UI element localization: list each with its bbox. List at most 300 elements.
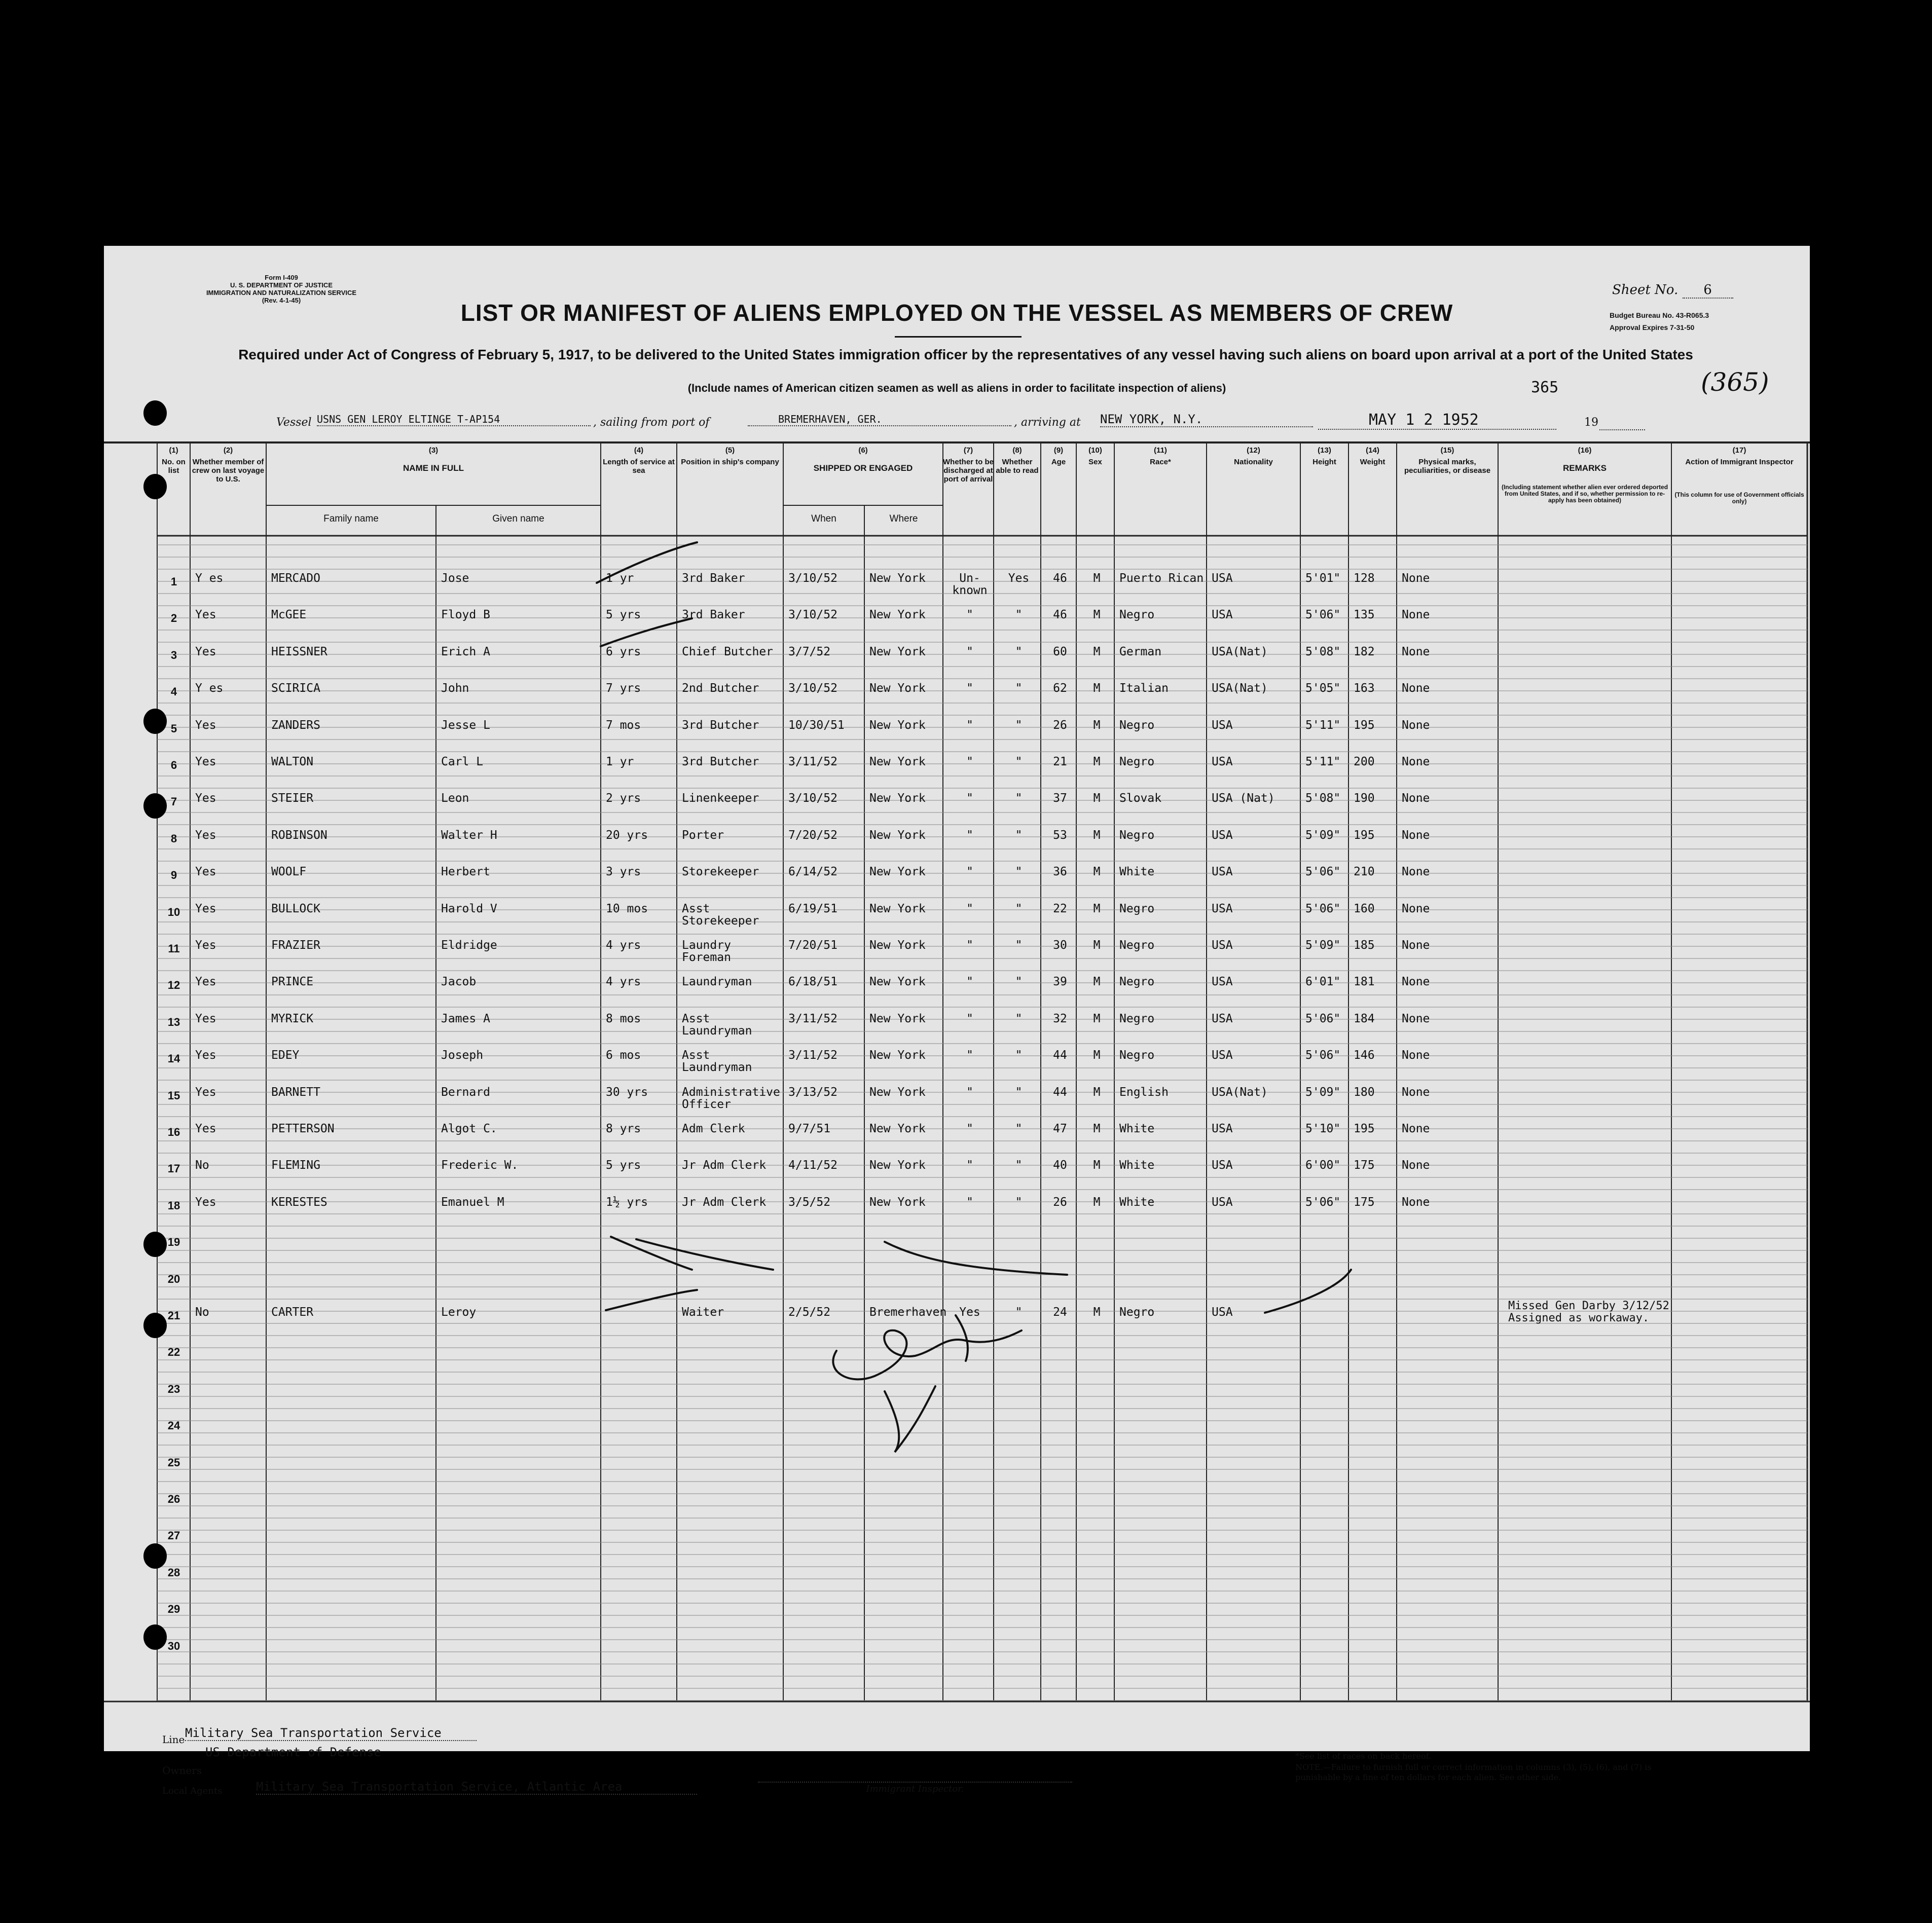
column-label: Position in ship's company (681, 458, 779, 466)
cell-age: 53 (1053, 828, 1067, 842)
row-number: 27 (167, 1529, 180, 1542)
cell-when: 3/10/52 (788, 682, 837, 695)
cell-service: 3 yrs (606, 865, 641, 879)
row-number: 7 (170, 795, 177, 808)
cell-height: 5'06" (1305, 902, 1341, 915)
column-number: (4) (634, 446, 644, 455)
cell-when: 3/10/52 (788, 572, 837, 585)
cell-where: New York (869, 682, 926, 695)
cell-position: 3rd Baker (682, 608, 745, 622)
cell-position: Linenkeeper (682, 792, 759, 805)
cell-sex: M (1093, 572, 1101, 585)
cell-service: 10 mos (606, 902, 648, 915)
row-number: 15 (167, 1089, 180, 1102)
cell-last: Yes (195, 939, 216, 952)
cell-service: 1 yr (606, 755, 634, 768)
cell-given: Carl L (441, 755, 484, 768)
cell-last: Yes (195, 975, 216, 989)
circled-number-value: 365 (1710, 367, 1759, 397)
cell-where: New York (869, 939, 926, 952)
cell-family: WOOLF (271, 865, 307, 879)
cell-weight: 175 (1354, 1159, 1375, 1172)
cell-sex: M (1093, 1049, 1101, 1062)
cell-service: 1 yr (606, 572, 634, 585)
row-number: 28 (167, 1566, 180, 1579)
cell-race: Negro (1119, 718, 1155, 732)
row-number: 9 (170, 869, 177, 882)
cell-when: 4/11/52 (788, 1159, 837, 1172)
column-label: NAME IN FULL (403, 463, 464, 473)
cell-marks: None (1402, 902, 1430, 915)
cell-service: 8 yrs (606, 1122, 641, 1135)
cell-last: Yes (195, 828, 216, 842)
cell-nationality: USA (1212, 572, 1233, 585)
cell-family: ROBINSON (271, 828, 327, 842)
cell-given: Eldridge (441, 939, 497, 952)
cell-discharged: " (966, 645, 973, 658)
cell-weight: 146 (1354, 1049, 1375, 1062)
column-number: (15) (1440, 446, 1454, 455)
cell-when: 3/10/52 (788, 608, 837, 622)
row-number: 24 (167, 1419, 180, 1432)
owners-label: Owners (162, 1764, 202, 1777)
cell-discharged: " (966, 1012, 973, 1025)
cell-position: Chief Butcher (682, 645, 774, 658)
cell-where: New York (869, 975, 926, 989)
cell-service: 1½ yrs (606, 1195, 648, 1209)
cell-height: 5'10" (1305, 1122, 1341, 1135)
cell-read: " (1015, 939, 1023, 952)
cell-given: Floyd B (441, 608, 490, 622)
cell-marks: None (1402, 718, 1430, 732)
cell-read: " (1015, 1306, 1023, 1319)
cell-race: White (1119, 1195, 1155, 1209)
remarks-note: (Including statement whether alien ever ordered deported from United States, and if so, whether permission to re-apply has been obtained) (1501, 484, 1668, 504)
cell-last: Yes (195, 608, 216, 622)
cell-marks: None (1402, 1159, 1430, 1172)
sheet-value: 6 (1683, 282, 1733, 299)
row-number: 8 (170, 832, 177, 845)
cell-where: New York (869, 1159, 926, 1172)
cell-race: Negro (1119, 902, 1155, 915)
cell-weight: 195 (1354, 1122, 1375, 1135)
cell-service: 6 yrs (606, 645, 641, 658)
column-number: (6) (858, 446, 868, 455)
cell-race: German (1119, 645, 1162, 658)
cell-read: " (1015, 1085, 1023, 1099)
column-number: (11) (1154, 446, 1167, 455)
cell-age: 46 (1053, 572, 1067, 585)
cell-given: Jesse L (441, 718, 490, 732)
cell-height: 5'08" (1305, 645, 1341, 658)
cell-age: 46 (1053, 608, 1067, 622)
cell-when: 3/10/52 (788, 792, 837, 805)
cell-weight: 163 (1354, 682, 1375, 695)
cell-weight: 181 (1354, 975, 1375, 989)
cell-race: White (1119, 1159, 1155, 1172)
cell-age: 24 (1053, 1306, 1067, 1319)
cell-marks: None (1402, 792, 1430, 805)
cell-given: James A (441, 1012, 490, 1025)
cell-sex: M (1093, 1122, 1101, 1135)
row-number: 6 (170, 759, 177, 771)
arrival-port: NEW YORK, N.Y. (1100, 412, 1313, 427)
cell-read: " (1015, 865, 1023, 879)
cell-when: 3/7/52 (788, 645, 831, 658)
cell-sex: M (1093, 1306, 1101, 1319)
manifest-sheet (104, 246, 1810, 1796)
approval-expiry: Approval Expires 7-31-50 (1610, 323, 1695, 331)
cell-sex: M (1093, 608, 1101, 622)
column-number: (8) (1012, 446, 1022, 455)
line-label: Line (162, 1733, 185, 1746)
vessel-name: USNS GEN LEROY ELTINGE T-AP154 (317, 413, 591, 426)
cell-sex: M (1093, 1159, 1101, 1172)
cell-last: Yes (195, 645, 216, 658)
cell-position: Jr Adm Clerk (682, 1159, 767, 1172)
binder-hole (143, 1313, 167, 1338)
cell-when: 3/5/52 (788, 1195, 831, 1209)
cell-last: No (195, 1159, 209, 1172)
cell-service: 30 yrs (606, 1085, 648, 1099)
cell-position: Asst Laundryman (682, 1012, 752, 1038)
binder-hole (143, 1543, 167, 1569)
cell-position: Asst Storekeeper (682, 902, 759, 928)
cell-age: 44 (1053, 1085, 1067, 1099)
cell-nationality: USA (1212, 1049, 1233, 1062)
cell-given: Jacob (441, 975, 477, 989)
sailing-label: , sailing from port of (593, 416, 710, 429)
cell-weight: 185 (1354, 939, 1375, 952)
cell-where: New York (869, 572, 926, 585)
cell-when: 3/11/52 (788, 1049, 837, 1062)
cell-where: New York (869, 1195, 926, 1209)
column-label: Weight (1360, 458, 1386, 466)
cell-nationality: USA (1212, 718, 1233, 732)
column-label: Whether to be discharged at port of arrival (943, 458, 994, 484)
cell-when: 3/11/52 (788, 755, 837, 768)
cell-service: 20 yrs (606, 828, 648, 842)
cell-nationality: USA (1212, 1306, 1233, 1319)
cell-sex: M (1093, 1085, 1101, 1099)
cell-discharged: " (966, 865, 973, 879)
binder-hole (143, 400, 167, 426)
cell-nationality: USA (1212, 755, 1233, 768)
cell-read: " (1015, 682, 1023, 695)
cell-position: Laundry Foreman (682, 939, 731, 964)
cell-race: English (1119, 1085, 1169, 1099)
row-number: 21 (167, 1309, 180, 1322)
column-label: Nationality (1234, 458, 1273, 466)
cell-discharged: " (966, 682, 973, 695)
cell-read: " (1015, 1012, 1023, 1025)
column-label: Race* (1150, 458, 1171, 466)
cell-last: Yes (195, 865, 216, 879)
document-subnote: (Include names of American citizen seamen as well as aliens in order to facilitate inspection of aliens) (687, 382, 1226, 394)
cell-age: 30 (1053, 939, 1067, 952)
cell-family: KERESTES (271, 1195, 327, 1209)
cell-weight: 195 (1354, 718, 1375, 732)
cell-where: New York (869, 792, 926, 805)
cell-marks: None (1402, 865, 1430, 879)
column-number: (12) (1247, 446, 1260, 455)
cell-discharged: " (966, 1195, 973, 1209)
cell-when: 6/18/51 (788, 975, 837, 989)
column-label: SHIPPED OR ENGAGED (813, 463, 913, 473)
cell-service: 4 yrs (606, 975, 641, 989)
cell-last: Yes (195, 755, 216, 768)
cell-nationality: USA(Nat) (1212, 682, 1268, 695)
row-number: 12 (167, 979, 180, 992)
cell-position: Jr Adm Clerk (682, 1195, 767, 1209)
cell-marks: None (1402, 1195, 1430, 1209)
cell-discharged: " (966, 1159, 973, 1172)
cell-where: New York (869, 902, 926, 915)
cell-given: Harold V (441, 902, 497, 915)
cell-marks: None (1402, 645, 1430, 658)
budget-bureau: Budget Bureau No. 43-R065.3 (1610, 311, 1709, 319)
cell-family: FLEMING (271, 1159, 320, 1172)
cell-family: HEISSNER (271, 645, 327, 658)
cell-marks: None (1402, 939, 1430, 952)
cell-nationality: USA (1212, 1012, 1233, 1025)
cell-discharged: " (966, 828, 973, 842)
cell-given: Algot C. (441, 1122, 497, 1135)
handwritten-marks (104, 246, 1810, 1751)
cell-height: 5'08" (1305, 792, 1341, 805)
cell-age: 26 (1053, 1195, 1067, 1209)
cell-read: " (1015, 718, 1023, 732)
cell-race: Slovak (1119, 792, 1162, 805)
cell-height: 5'06" (1305, 1012, 1341, 1025)
column-label: Whether able to read (996, 458, 1039, 475)
cell-weight: 210 (1354, 865, 1375, 879)
cell-service: 5 yrs (606, 608, 641, 622)
cell-marks: None (1402, 572, 1430, 585)
cell-nationality: USA (1212, 828, 1233, 842)
cell-height: 5'06" (1305, 608, 1341, 622)
owners-value: US Department of Defense (205, 1745, 381, 1759)
cell-age: 26 (1053, 718, 1067, 732)
binder-hole (143, 793, 167, 819)
cell-last: No (195, 1306, 209, 1319)
column-label: Physical marks, peculiarities, or disease (1404, 458, 1491, 475)
row-number: 25 (167, 1456, 180, 1469)
row-number: 22 (167, 1346, 180, 1359)
cell-sex: M (1093, 755, 1101, 768)
cell-where: New York (869, 1085, 926, 1099)
family-name-header: Family name (323, 513, 379, 524)
departure-port: BREMERHAVEN, GER. (748, 413, 1011, 426)
when-header: When (811, 513, 836, 524)
stamp-number: 365 (1531, 379, 1559, 396)
cell-nationality: USA(Nat) (1212, 645, 1268, 658)
cell-when: 6/14/52 (788, 865, 837, 879)
cell-family: WALTON (271, 755, 314, 768)
cell-discharged: " (966, 975, 973, 989)
inspector-note: (This column for use of Government officials only) (1674, 491, 1804, 505)
cell-family: CARTER (271, 1306, 314, 1319)
column-number: (5) (725, 446, 735, 455)
cell-position: Laundryman (682, 975, 752, 989)
cell-last: Y es (195, 682, 224, 695)
cell-age: 36 (1053, 865, 1067, 879)
cell-service: 7 yrs (606, 682, 641, 695)
column-number: (1) (169, 446, 178, 455)
row-number: 1 (170, 575, 177, 588)
row-number: 19 (167, 1236, 180, 1249)
cell-age: 21 (1053, 755, 1067, 768)
cell-weight: 135 (1354, 608, 1375, 622)
cell-last: Yes (195, 718, 216, 732)
cell-where: New York (869, 1049, 926, 1062)
row-number: 14 (167, 1052, 180, 1065)
cell-discharged: " (966, 792, 973, 805)
cell-read: " (1015, 1122, 1023, 1135)
column-number: (9) (1053, 446, 1064, 455)
cell-marks: None (1402, 755, 1430, 768)
cell-discharged: " (966, 1049, 973, 1062)
cell-sex: M (1093, 1195, 1101, 1209)
row-number: 11 (168, 942, 180, 955)
cell-last: Yes (195, 1085, 216, 1099)
cell-discharged: " (966, 1122, 973, 1135)
cell-nationality: USA (1212, 1195, 1233, 1209)
cell-given: John (441, 682, 469, 695)
column-label: Age (1051, 458, 1066, 466)
cell-nationality: USA(Nat) (1212, 1085, 1268, 1099)
cell-where: Bremerhaven (869, 1306, 947, 1319)
cell-when: 2/5/52 (788, 1306, 831, 1319)
cell-height: 6'01" (1305, 975, 1341, 989)
cell-service: 8 mos (606, 1012, 641, 1025)
cell-marks: None (1402, 608, 1430, 622)
cell-read: Yes (1008, 572, 1030, 585)
cell-family: FRAZIER (271, 939, 320, 952)
cell-height: 5'09" (1305, 828, 1341, 842)
column-label: REMARKS (1563, 463, 1607, 473)
cell-when: 7/20/52 (788, 828, 837, 842)
cell-marks: None (1402, 682, 1430, 695)
cell-read: " (1015, 1195, 1023, 1209)
department-name: U. S. DEPARTMENT OF JUSTICE (230, 281, 333, 289)
cell-discharged: Un-known (952, 572, 988, 597)
cell-position: Administrative Officer (682, 1085, 780, 1111)
cell-height: 5'06" (1305, 865, 1341, 879)
cell-weight: 180 (1354, 1085, 1375, 1099)
cell-given: Walter H (441, 828, 497, 842)
cell-nationality: USA (1212, 608, 1233, 622)
cell-remarks: Missed Gen Darby 3/12/52 Assigned as workaway. (1508, 1300, 1669, 1324)
cell-where: New York (869, 828, 926, 842)
cell-family: PETTERSON (271, 1122, 335, 1135)
cell-last: Y es (195, 572, 224, 585)
arrival-date: MAY 1 2 1952 (1318, 411, 1556, 430)
cell-sex: M (1093, 792, 1101, 805)
given-name-header: Given name (492, 513, 544, 524)
binder-hole (143, 1624, 167, 1650)
cell-family: PRINCE (271, 975, 314, 989)
row-number: 17 (167, 1162, 180, 1175)
cell-race: Negro (1119, 828, 1155, 842)
row-number: 18 (167, 1199, 180, 1212)
cell-discharged: " (966, 608, 973, 622)
cell-sex: M (1093, 645, 1101, 658)
cell-age: 39 (1053, 975, 1067, 989)
cell-age: 44 (1053, 1049, 1067, 1062)
cell-age: 37 (1053, 792, 1067, 805)
cell-given: Erich A (441, 645, 490, 658)
cell-height: 5'09" (1305, 1085, 1341, 1099)
cell-read: " (1015, 902, 1023, 915)
cell-family: STEIER (271, 792, 314, 805)
line-value: Military Sea Transportation Service (185, 1726, 477, 1741)
cell-read: " (1015, 608, 1023, 622)
cell-last: Yes (195, 902, 216, 915)
cell-service: 2 yrs (606, 792, 641, 805)
cell-discharged: Yes (959, 1306, 980, 1319)
cell-sex: M (1093, 902, 1101, 915)
cell-discharged: " (966, 755, 973, 768)
cell-age: 40 (1053, 1159, 1067, 1172)
local-agents-label: Local Agents (162, 1786, 223, 1796)
cell-service: 6 mos (606, 1049, 641, 1062)
column-number: (7) (963, 446, 973, 455)
cell-race: Negro (1119, 755, 1155, 768)
cell-when: 10/30/51 (788, 718, 845, 732)
binder-hole (143, 709, 167, 734)
cell-weight: 190 (1354, 792, 1375, 805)
cell-race: Negro (1119, 1049, 1155, 1062)
cell-last: Yes (195, 1049, 216, 1062)
row-number: 13 (167, 1015, 180, 1028)
form-number: Form I-409 (265, 274, 298, 281)
cell-last: Yes (195, 1012, 216, 1025)
cell-height: 5'06" (1305, 1049, 1341, 1062)
column-number: (13) (1318, 446, 1331, 455)
cell-when: 6/19/51 (788, 902, 837, 915)
binder-hole (143, 474, 167, 499)
cell-nationality: USA (1212, 939, 1233, 952)
cell-race: Puerto Rican (1119, 572, 1204, 585)
cell-read: " (1015, 975, 1023, 989)
row-number: 29 (167, 1603, 180, 1616)
binder-hole (143, 1232, 167, 1257)
local-agents-value: Military Sea Transportation Service, Atlantic Area (256, 1780, 697, 1795)
cell-sex: M (1093, 718, 1101, 732)
row-number: 20 (167, 1272, 180, 1285)
cell-discharged: " (966, 718, 973, 732)
row-number: 26 (167, 1493, 180, 1505)
cell-height: 5'11" (1305, 718, 1341, 732)
row-number: 23 (167, 1382, 180, 1395)
cell-position: Storekeeper (682, 865, 759, 879)
vessel-label: Vessel (276, 416, 312, 429)
cell-weight: 175 (1354, 1195, 1375, 1209)
cell-sex: M (1093, 939, 1101, 952)
cell-sex: M (1093, 828, 1101, 842)
cell-when: 3/11/52 (788, 1012, 837, 1025)
cell-read: " (1015, 645, 1023, 658)
cell-when: 3/13/52 (788, 1085, 837, 1099)
column-label: Height (1313, 458, 1336, 466)
cell-position: Asst Laundryman (682, 1049, 752, 1075)
cell-family: McGEE (271, 608, 307, 622)
arriving-label: , arriving at (1014, 416, 1081, 429)
cell-sex: M (1093, 1012, 1101, 1025)
cell-marks: None (1402, 1085, 1430, 1099)
cell-nationality: USA (1212, 1122, 1233, 1135)
